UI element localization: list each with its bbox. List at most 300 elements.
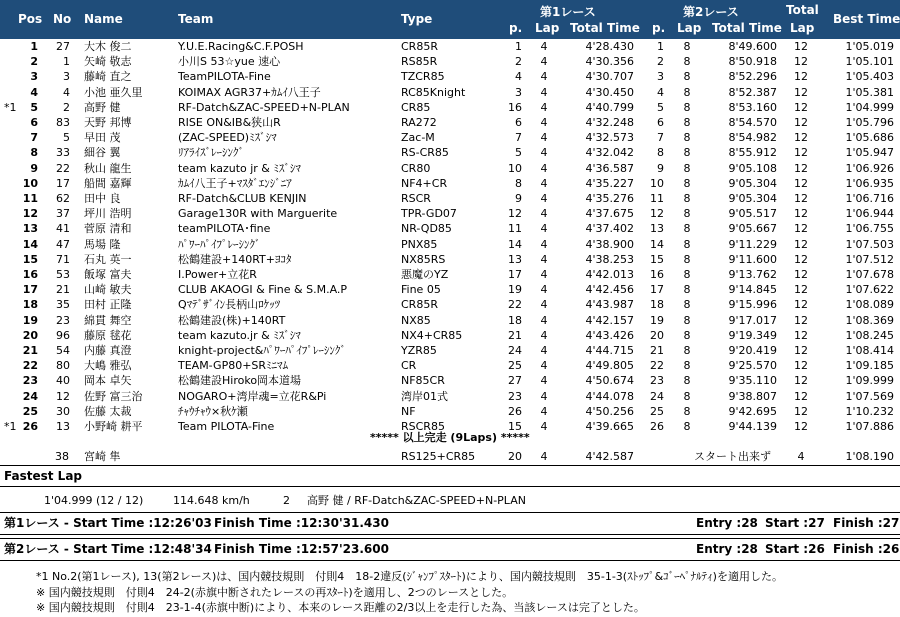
row-name: 馬場 隆: [84, 237, 121, 251]
row-no: 23: [56, 313, 70, 327]
fastest-lap-row: [0, 493, 900, 508]
row-lap2: 8: [683, 237, 691, 251]
race2-finish: Finish :26: [833, 542, 900, 556]
row-time1: 4'49.805: [585, 359, 634, 373]
row-lap1: 4: [540, 161, 548, 175]
row-name: 坪川 浩明: [84, 207, 132, 221]
row-time1: 4'37.675: [585, 207, 634, 221]
row-time2: 9'35.110: [728, 374, 777, 388]
row-type: CR85R: [401, 298, 438, 312]
row-pos: 6: [30, 116, 38, 129]
row-best: 1'06.944: [845, 207, 894, 221]
row-p2: 12: [650, 207, 664, 221]
row-lap2: 8: [683, 207, 691, 221]
row-total-lap: 12: [794, 344, 808, 357]
col-totaltime2: Total Time: [712, 21, 782, 35]
row-lap1: 4: [540, 344, 548, 357]
row-pos: 1: [30, 40, 38, 53]
row-lap1: 4: [540, 222, 548, 236]
row-type: 悪魔のYZ: [401, 268, 449, 281]
row-time2: 9'25.570: [728, 359, 777, 373]
row-type: 湾岸01式: [401, 389, 448, 403]
race2-summary: [0, 539, 900, 560]
row-p1: 6: [515, 116, 522, 129]
row-team: KOIMAX AGR37+ｶﾑｲ八王子: [178, 85, 321, 99]
table-row: [0, 54, 900, 69]
row-pos: 13: [22, 222, 38, 236]
row-pos: 3: [30, 70, 38, 84]
row-p1: 1: [515, 40, 522, 53]
row-lap1: 4: [540, 359, 548, 373]
row-no: 53: [56, 268, 70, 281]
col-race1: 第1レース: [540, 5, 596, 19]
row-name: 内藤 真澄: [84, 344, 132, 357]
dnf-row: [0, 449, 900, 464]
row-best: 1'06.926: [845, 161, 894, 175]
row-type: RS-CR85: [401, 146, 449, 160]
row-lap1: 4: [540, 131, 548, 145]
row-p2: 2: [657, 55, 664, 69]
row-no: 27: [56, 40, 70, 53]
row-type: NX4+CR85: [401, 328, 463, 342]
race2-start: Start :26: [765, 542, 825, 556]
row-time1: 4'50.674: [585, 374, 634, 388]
row-total-lap: 12: [794, 176, 808, 190]
row-p1: 22: [508, 298, 522, 312]
note-race-complete: ※ 国内競技規則 付則4 23-1-4(赤旗中断)により、本来のレース距離の2/3以上を走行した為、当該レースは完了とした。: [36, 601, 645, 614]
row-lap2: 8: [683, 344, 691, 357]
row-lap2: 8: [683, 40, 691, 53]
row-p2: 17: [650, 283, 664, 297]
row-p2: 18: [650, 298, 664, 312]
row-type: NF: [401, 404, 416, 418]
row-team: CLUB AKAOGI & Fine & S.M.A.P: [178, 283, 348, 297]
row-p1: 11: [508, 222, 522, 236]
row-p1: 13: [508, 252, 522, 266]
dnf-name: 宮崎 隼: [84, 450, 121, 463]
row-team: Y.U.E.Racing&C.F.POSH: [178, 40, 304, 53]
row-type: RA272: [401, 116, 437, 129]
row-p2: 8: [657, 146, 664, 160]
row-pos: 19: [22, 313, 38, 327]
row-lap1: 4: [540, 389, 548, 403]
row-type: NF4+CR: [401, 176, 448, 190]
divider: [0, 465, 900, 466]
row-type: NX85RS: [401, 252, 446, 266]
note-restart: ※ 国内競技規則 付則4 24-2(赤旗中断されたレースの再ｽﾀｰﾄ)を適用し、2つのレースとした。: [36, 586, 514, 599]
row-total-lap: 12: [794, 237, 808, 251]
row-lap2: 8: [683, 100, 691, 114]
row-time1: 4'30.707: [585, 70, 634, 84]
row-type: CR: [401, 359, 417, 373]
row-time2: 8'49.600: [728, 40, 777, 53]
row-team: 松鶴建設Hiroko岡本道場: [178, 374, 302, 388]
row-team: Garage130R with Marguerite: [178, 207, 338, 221]
row-lap1: 4: [540, 268, 548, 281]
row-pos: 10: [22, 176, 38, 190]
row-time2: 9'05.517: [728, 207, 777, 221]
row-best: 1'05.947: [845, 146, 894, 160]
row-team: ｶﾑｲ八王子+ﾏｽﾀﾞｴﾝｼﾞﾆｱ: [178, 176, 292, 190]
table-row: [0, 267, 900, 282]
fastest-lap-driver: 高野 健 / RF-Datch&ZAC-SPEED+N-PLAN: [307, 494, 526, 507]
row-pos: 18: [22, 298, 38, 312]
row-pos: 7: [30, 131, 38, 145]
row-lap2: 8: [683, 85, 691, 99]
row-no: 21: [56, 283, 70, 297]
row-team: RISE ON&IB&狭山R: [178, 116, 281, 129]
row-name: 藤原 毬花: [84, 328, 132, 342]
col-pos: Pos: [18, 12, 43, 26]
row-lap1: 4: [540, 70, 548, 84]
row-time1: 4'32.042: [585, 146, 634, 160]
race1-start-time: 第1レース - Start Time :12:26'03: [4, 516, 212, 530]
row-team: ﾊﾟﾜｰﾊﾟｲﾌﾟﾚｰｼﾝｸﾞ: [178, 237, 261, 251]
row-lap1: 4: [540, 237, 548, 251]
row-total-lap: 12: [794, 222, 808, 236]
col-name: Name: [84, 12, 123, 26]
row-pos: 5: [30, 100, 38, 114]
row-team: RF-Datch&ZAC-SPEED+N-PLAN: [178, 100, 350, 114]
row-time1: 4'43.987: [585, 298, 634, 312]
note-penalty: *1 No.2(第1レース), 13(第2レース)は、国内競技規則 付則4 18-2違反(ｼﾞｬﾝﾌﾟｽﾀｰﾄ)により、国内競技規則 35-1-3(ｽﾄｯﾌﾟ&ｺﾞｰﾍﾟﾅﾙﾃｨ)を適用した。: [36, 570, 783, 583]
row-name: 小池 亜久里: [84, 85, 143, 99]
row-team: RF-Datch&CLUB KENJIN: [178, 192, 307, 205]
row-time1: 4'35.276: [585, 192, 634, 205]
row-no: 40: [56, 374, 70, 388]
row-mark: *1: [4, 420, 17, 433]
row-total-lap: 12: [794, 328, 808, 342]
col-race2: 第2レース: [683, 5, 739, 19]
row-time2: 9'05.667: [728, 222, 777, 236]
row-best: 1'05.403: [845, 70, 894, 84]
row-pos: 4: [30, 85, 38, 99]
row-pos: 17: [22, 283, 38, 297]
fastest-lap-heading: Fastest Lap: [4, 469, 82, 483]
table-row: [0, 69, 900, 84]
row-lap2: 8: [683, 146, 691, 160]
row-type: Fine 05: [401, 283, 441, 297]
row-time2: 9'05.304: [728, 192, 777, 205]
row-lap2: 8: [683, 328, 691, 342]
row-p2: 21: [650, 344, 664, 357]
row-team: teamPILOTA･fine: [178, 222, 271, 236]
row-type: NR-QD85: [401, 222, 452, 236]
row-time2: 8'54.570: [728, 116, 777, 129]
row-lap2: 8: [683, 404, 691, 418]
row-lap2: 8: [683, 268, 691, 281]
row-p2: 25: [650, 404, 664, 418]
row-p2: 23: [650, 374, 664, 388]
table-row: [0, 39, 900, 54]
row-lap2: 8: [683, 420, 691, 433]
row-p2: 14: [650, 237, 664, 251]
row-p2: 22: [650, 359, 664, 373]
row-time2: 9'20.419: [728, 344, 777, 357]
row-best: 1'08.369: [845, 313, 894, 327]
row-no: 47: [56, 237, 70, 251]
row-pos: 8: [30, 146, 38, 160]
row-p2: 4: [657, 85, 664, 99]
row-time2: 8'52.387: [728, 85, 777, 99]
row-best: 1'05.686: [845, 131, 894, 145]
row-p1: 18: [508, 313, 522, 327]
finish-line-row: [0, 430, 900, 445]
row-best: 1'07.886: [845, 420, 894, 433]
row-pos: 22: [22, 359, 38, 373]
row-type: Zac-M: [401, 131, 435, 145]
col-total: Total: [786, 3, 819, 17]
row-time2: 9'13.762: [728, 268, 777, 281]
row-p2: 20: [650, 328, 664, 342]
row-no: 17: [56, 176, 70, 190]
row-p2: 13: [650, 222, 664, 236]
race1-finish: Finish :27: [833, 516, 900, 530]
row-p2: 15: [650, 252, 664, 266]
row-pos: 25: [22, 404, 38, 418]
row-total-lap: 12: [794, 70, 808, 84]
row-no: 62: [56, 192, 70, 205]
row-no: 12: [56, 389, 70, 403]
table-row: [0, 130, 900, 145]
row-p1: 27: [508, 374, 522, 388]
col-no: No: [53, 12, 72, 26]
row-no: 30: [56, 404, 70, 418]
row-best: 1'10.232: [845, 404, 894, 418]
row-total-lap: 12: [794, 268, 808, 281]
row-team: NOGARO+湾岸魂=立花R&Pi: [178, 389, 327, 403]
row-lap2: 8: [683, 55, 691, 69]
row-p1: 4: [515, 70, 522, 84]
row-time1: 4'38.253: [585, 252, 634, 266]
row-time1: 4'30.356: [585, 55, 634, 69]
row-pos: 23: [22, 374, 38, 388]
row-p2: 24: [650, 389, 664, 403]
row-team: team kazuto.jr & ﾐｽﾞｼﾏ: [178, 328, 301, 342]
row-best: 1'06.755: [845, 222, 894, 236]
col-lap1: Lap: [535, 21, 560, 35]
row-time1: 4'42.456: [585, 283, 634, 297]
col-p2: p.: [652, 21, 666, 35]
race1-summary: [0, 513, 900, 534]
row-time2: 8'52.296: [728, 70, 777, 84]
row-type: PNX85: [401, 237, 438, 251]
row-lap1: 4: [540, 283, 548, 297]
row-type: CR85R: [401, 40, 438, 53]
row-lap1: 4: [540, 100, 548, 114]
race2-start-time: 第2レース - Start Time :12:48'34: [4, 542, 212, 556]
row-pos: 20: [22, 328, 38, 342]
row-p1: 15: [508, 420, 522, 433]
row-time1: 4'35.227: [585, 176, 634, 190]
row-total-lap: 12: [794, 100, 808, 114]
row-type: NX85: [401, 313, 431, 327]
row-lap2: 8: [683, 359, 691, 373]
row-team: 松鶴建設(株)+140RT: [178, 313, 286, 327]
col-totallap: Lap: [790, 21, 815, 35]
row-name: 飯塚 富夫: [84, 268, 132, 281]
race2-entry: Entry :28: [696, 542, 758, 556]
row-name: 田村 正隆: [84, 298, 132, 312]
row-total-lap: 12: [794, 55, 808, 69]
row-time1: 4'44.715: [585, 344, 634, 357]
row-no: 13: [56, 420, 70, 433]
row-time1: 4'32.248: [585, 116, 634, 129]
row-time1: 4'42.157: [585, 313, 634, 327]
row-time2: 9'42.695: [728, 404, 777, 418]
row-best: 1'05.101: [845, 55, 894, 69]
row-team: 松鶴建設+140RT+ﾖｺﾀ: [178, 252, 292, 266]
row-lap2: 8: [683, 116, 691, 129]
row-lap2: 8: [683, 252, 691, 266]
row-no: 96: [56, 328, 70, 342]
row-p1: 26: [508, 404, 522, 418]
table-row: [0, 206, 900, 221]
dnf-status: スタート出来ず: [694, 450, 771, 463]
row-time1: 4'42.013: [585, 268, 634, 281]
row-p1: 21: [508, 328, 522, 342]
dnf-p1: 20: [508, 450, 522, 463]
divider: [0, 534, 900, 535]
row-name: 高野 健: [84, 100, 121, 114]
row-lap2: 8: [683, 131, 691, 145]
row-lap2: 8: [683, 389, 691, 403]
row-p1: 2: [515, 55, 522, 69]
dnf-lap1: 4: [540, 450, 548, 463]
row-total-lap: 12: [794, 389, 808, 403]
table-row: [0, 404, 900, 419]
row-team: Team PILOTA-Fine: [178, 420, 275, 433]
row-total-lap: 12: [794, 146, 808, 160]
row-no: 3: [63, 70, 70, 84]
dnf-total-lap: 4: [797, 450, 805, 463]
row-lap1: 4: [540, 85, 548, 99]
table-row: [0, 115, 900, 130]
row-total-lap: 12: [794, 192, 808, 205]
row-type: RS85R: [401, 55, 438, 69]
row-team: ﾘｱﾗｲｽﾞﾚｰｼﾝｸﾞ: [178, 146, 244, 160]
row-no: 5: [63, 131, 70, 145]
row-total-lap: 12: [794, 161, 808, 175]
row-lap2: 8: [683, 283, 691, 297]
col-best: Best Time: [833, 12, 900, 26]
row-total-lap: 12: [794, 207, 808, 221]
row-lap1: 4: [540, 404, 548, 418]
row-time2: 8'54.982: [728, 131, 777, 145]
row-name: 田中 良: [84, 192, 121, 205]
row-no: 71: [56, 252, 70, 266]
row-p1: 10: [508, 161, 522, 175]
row-name: 秋山 龍生: [84, 161, 132, 175]
row-time1: 4'38.900: [585, 237, 634, 251]
row-pos: 21: [22, 344, 38, 357]
row-name: 佐藤 太裁: [84, 404, 132, 418]
row-time2: 8'55.912: [728, 146, 777, 160]
row-total-lap: 12: [794, 116, 808, 129]
row-time2: 9'44.139: [728, 420, 777, 433]
row-best: 1'08.245: [845, 328, 894, 342]
row-team: 小川S 53☆yue 速心: [178, 55, 281, 69]
col-type: Type: [401, 12, 433, 26]
row-name: 船間 嘉輝: [84, 176, 132, 190]
row-time2: 9'17.017: [728, 313, 777, 327]
row-lap2: 8: [683, 176, 691, 190]
table-row: [0, 85, 900, 100]
row-lap1: 4: [540, 207, 548, 221]
row-lap1: 4: [540, 40, 548, 53]
row-total-lap: 12: [794, 252, 808, 266]
table-row: [0, 358, 900, 373]
row-total-lap: 12: [794, 283, 808, 297]
row-time2: 9'11.229: [728, 237, 777, 251]
row-p1: 5: [515, 146, 522, 160]
row-time2: 9'15.996: [728, 298, 777, 312]
row-lap1: 4: [540, 55, 548, 69]
row-p2: 26: [650, 420, 664, 433]
table-row: [0, 221, 900, 236]
row-best: 1'05.796: [845, 116, 894, 129]
row-lap2: 8: [683, 192, 691, 205]
race1-entry: Entry :28: [696, 516, 758, 530]
row-name: 大木 俊二: [84, 40, 132, 53]
row-best: 1'07.503: [845, 237, 894, 251]
row-pos: 24: [22, 389, 38, 403]
row-no: 33: [56, 146, 70, 160]
row-p1: 14: [508, 237, 522, 251]
row-type: RC85Knight: [401, 85, 466, 99]
row-time1: 4'39.665: [585, 420, 634, 433]
row-pos: 15: [22, 252, 38, 266]
row-pos: 26: [22, 420, 38, 433]
row-lap1: 4: [540, 146, 548, 160]
row-lap1: 4: [540, 176, 548, 190]
row-best: 1'04.999: [845, 100, 894, 114]
row-best: 1'06.716: [845, 192, 894, 205]
row-pos: 2: [30, 55, 38, 69]
row-lap1: 4: [540, 313, 548, 327]
row-best: 1'05.019: [845, 40, 894, 53]
race1-finish-time: Finish Time :12:30'31.430: [214, 516, 389, 530]
row-lap2: 8: [683, 161, 691, 175]
dnf-no: 38: [55, 450, 69, 463]
row-name: 綿貫 舞空: [84, 313, 132, 327]
dnf-type: RS125+CR85: [401, 450, 476, 463]
row-p2: 9: [657, 161, 664, 175]
row-type: NF85CR: [401, 374, 445, 388]
dnf-best: 1'08.190: [845, 450, 894, 463]
table-row: [0, 328, 900, 343]
row-p1: 24: [508, 344, 522, 357]
row-p1: 23: [508, 389, 522, 403]
table-row: [0, 161, 900, 176]
row-time2: 9'11.600: [728, 252, 777, 266]
row-p1: 12: [508, 207, 522, 221]
table-row: [0, 100, 900, 115]
row-no: 1: [63, 55, 70, 69]
row-no: 80: [56, 359, 70, 373]
race1-start: Start :27: [765, 516, 825, 530]
row-lap1: 4: [540, 116, 548, 129]
row-type: RSCR85: [401, 420, 445, 433]
row-lap2: 8: [683, 298, 691, 312]
row-lap1: 4: [540, 192, 548, 205]
row-lap2: 8: [683, 70, 691, 84]
row-name: 佐野 富三治: [84, 389, 143, 403]
row-total-lap: 12: [794, 359, 808, 373]
row-type: CR85: [401, 100, 431, 114]
fastest-lap-time: 1'04.999 (12 / 12): [44, 494, 144, 507]
row-total-lap: 12: [794, 374, 808, 388]
